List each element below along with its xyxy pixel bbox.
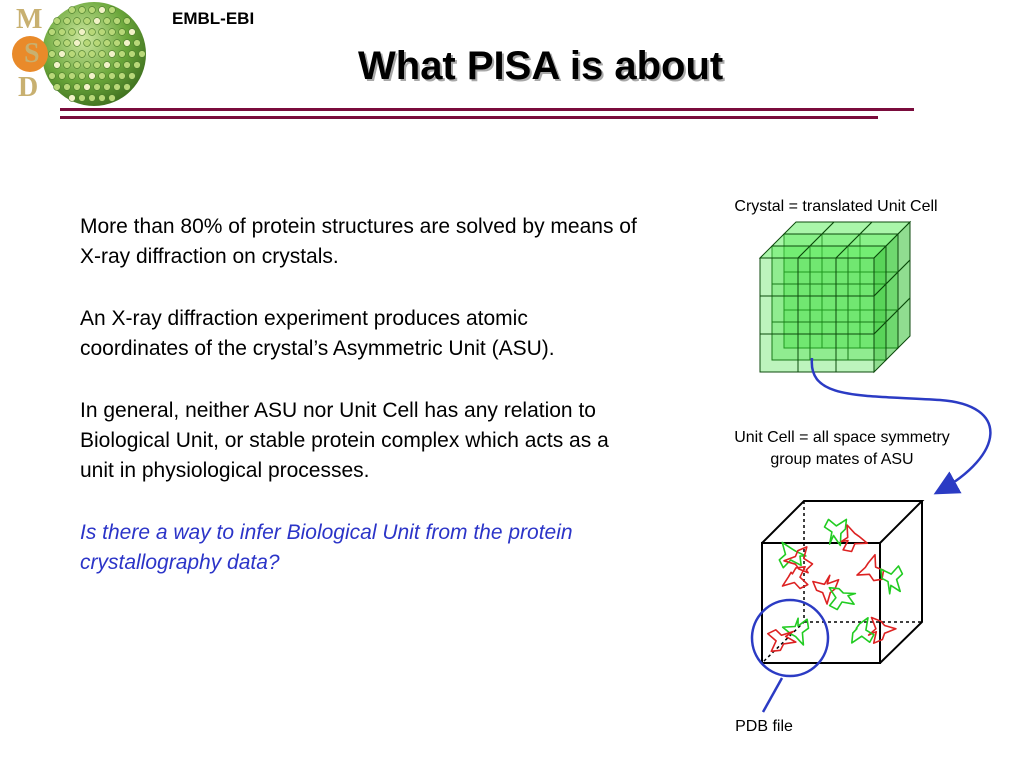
asu-molecules	[768, 519, 903, 651]
paragraph-biological-unit: In general, neither ASU nor Unit Cell has any relation to Biological Unit, or stable protein complex which acts as a unit in physiological processes.	[80, 399, 609, 482]
organization-label: EMBL-EBI	[172, 9, 255, 28]
logo-letter-d: D	[18, 72, 39, 103]
unit-cell-caption-line1: Unit Cell = all space symmetry	[734, 429, 950, 446]
pdb-file-caption: PDB file	[735, 718, 793, 735]
title-rule-bottom	[60, 116, 878, 119]
msd-logo	[8, 2, 164, 106]
unit-cell-cube	[762, 501, 922, 663]
pdb-pointer-line	[763, 678, 782, 712]
title-rule-top	[60, 108, 914, 111]
unit-cell-caption-line2: group mates of ASU	[770, 451, 914, 468]
unit-cell-caption	[702, 427, 982, 471]
paragraph-xray: More than 80% of protein structures are solved by means of X-ray diffraction on crystals.	[80, 215, 637, 268]
slide-title: What PISA is about	[358, 44, 724, 88]
pdb-highlight-circle	[752, 600, 828, 676]
crystal-to-unit-cell-arrow	[812, 358, 991, 492]
crystal-caption: Crystal = translated Unit Cell	[734, 198, 938, 215]
paragraph-asu: An X-ray diffraction experiment produces atomic coordinates of the crystal’s Asymmetric Unit (ASU).	[80, 307, 555, 360]
logo-letter-s: S	[24, 38, 40, 69]
body-text	[80, 212, 640, 610]
crystal-lattice	[760, 222, 910, 372]
logo-letter-m: M	[16, 4, 43, 35]
question-text: Is there a way to infer Biological Unit from the protein crystallography data?	[80, 521, 573, 574]
